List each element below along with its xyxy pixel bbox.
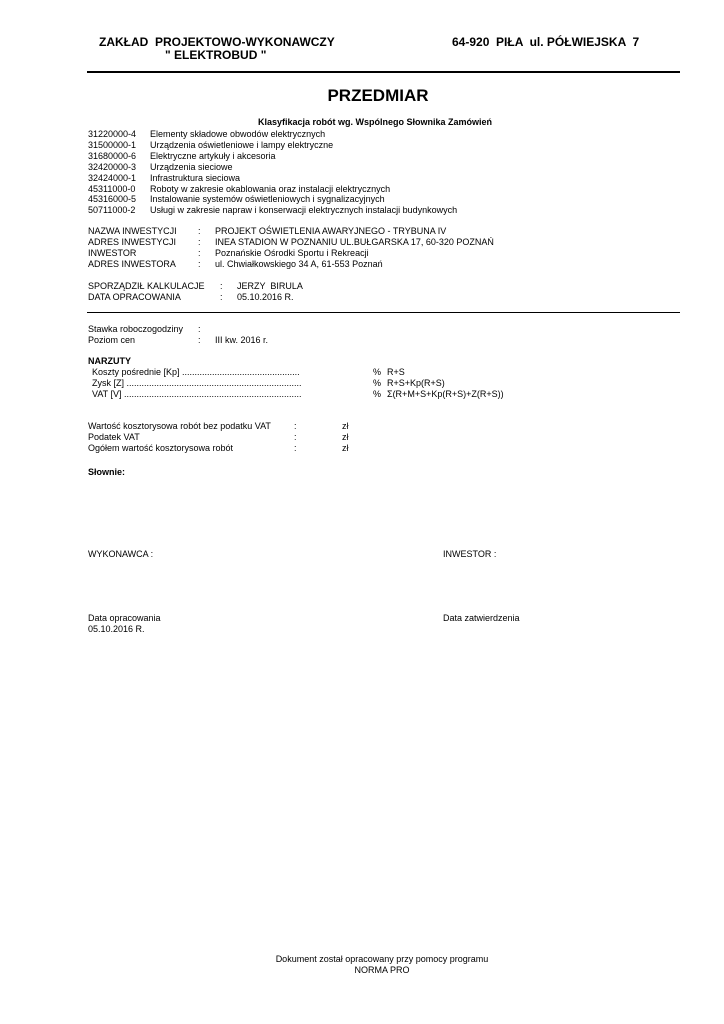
- prep-date-label: Data opracowania: [88, 613, 161, 623]
- percent-sign: %: [373, 367, 382, 377]
- detail-value: JERZY BIRULA: [237, 281, 303, 291]
- cost-separator: :: [294, 442, 297, 453]
- cpv-description: Infrastruktura sieciowa: [150, 172, 241, 183]
- detail-label: ADRES INWESTYCJI: [88, 236, 177, 247]
- detail-value: INEA STADION W POZNANIU UL.BUŁGARSKA 17, 60-320 POZNAŃ: [215, 236, 494, 247]
- company-name: ZAKŁAD PROJEKTOWO-WYKONAWCZY: [99, 35, 335, 49]
- percent-sign: %: [373, 377, 382, 388]
- surcharges-heading: NARZUTY: [88, 356, 131, 366]
- detail-separator: :: [198, 226, 201, 236]
- currency-unit: zł: [342, 431, 349, 442]
- prep-date-value: 05.10.2016 R.: [88, 624, 145, 634]
- words-label: Słownie:: [88, 467, 126, 477]
- cost-label: Ogółem wartość kosztorysowa robót: [88, 442, 234, 453]
- company-subname: " ELEKTROBUD ": [165, 48, 267, 62]
- cost-separator: :: [294, 431, 297, 442]
- company-address: 64-920 PIŁA ul. PÓŁWIEJSKA 7: [452, 35, 640, 49]
- detail-separator: :: [198, 324, 201, 334]
- detail-label: NAZWA INWESTYCJI: [88, 226, 177, 236]
- surcharge-label: Koszty pośrednie [Kp] ...............................................: [92, 367, 300, 377]
- cpv-code: 31680000-6: [88, 150, 137, 161]
- cost-separator: :: [294, 421, 297, 431]
- page-title: PRZEDMIAR: [327, 86, 429, 105]
- detail-separator: :: [220, 291, 223, 302]
- cpv-description: Usługi w zakresie napraw i konserwacji elektrycznych instalacji budynkowych: [150, 205, 458, 216]
- detail-separator: :: [198, 247, 201, 258]
- surcharge-label: Zysk [Z] ......................................................................: [92, 377, 302, 388]
- cpv-code: 45311000-0: [88, 183, 136, 194]
- detail-separator: :: [198, 334, 201, 345]
- contractor-label: WYKONAWCA :: [88, 549, 154, 559]
- detail-label: INWESTOR: [88, 247, 137, 258]
- detail-separator: :: [198, 258, 201, 269]
- cpv-description: Roboty w zakresie okablowania oraz instalacji elektrycznych: [150, 183, 391, 194]
- detail-value: III kw. 2016 r.: [215, 334, 269, 345]
- cpv-description: Urządzenia oświetleniowe i lampy elektryczne: [150, 139, 334, 150]
- detail-value: PROJEKT OŚWIETLENIA AWARYJNEGO - TRYBUNA IV: [215, 226, 447, 236]
- header-divider: [87, 71, 680, 73]
- surcharge-label: VAT [V] .......................................................................: [92, 388, 302, 399]
- cpv-code: 32424000-1: [88, 172, 137, 183]
- cost-label: Podatek VAT: [88, 431, 140, 442]
- currency-unit: zł: [342, 421, 349, 431]
- cpv-code: 31500000-1: [88, 139, 137, 150]
- detail-label: SPORZĄDZIŁ KALKULACJE: [88, 281, 205, 291]
- investor-label: INWESTOR :: [443, 549, 497, 559]
- percent-sign: %: [373, 388, 382, 399]
- cpv-code: 50711000-2: [88, 205, 136, 216]
- approval-date-label: Data zatwierdzenia: [443, 613, 520, 623]
- detail-value: ul. Chwiałkowskiego 34 A, 61-553 Poznań: [215, 258, 383, 269]
- section-divider: [87, 312, 680, 313]
- cpv-description: Instalowanie systemów oświetleniowych i sygnalizacyjnych: [150, 194, 385, 205]
- surcharge-formula: Σ(R+M+S+Kp(R+S)+Z(R+S)): [387, 388, 504, 399]
- surcharge-formula: R+S+Kp(R+S): [387, 377, 445, 388]
- detail-value: 05.10.2016 R.: [237, 291, 294, 302]
- cpv-description: Elektryczne artykuły i akcesoria: [150, 150, 276, 161]
- cpv-description: Elementy składowe obwodów elektrycznych: [150, 129, 326, 139]
- cost-label: Wartość kosztorysowa robót bez podatku VAT: [88, 421, 271, 431]
- detail-separator: :: [198, 236, 201, 247]
- footer-line1: Dokument został opracowany przy pomocy programu: [275, 954, 489, 964]
- detail-value: Poznańskie Ośrodki Sportu i Rekreacji: [215, 247, 369, 258]
- cpv-description: Urządzenia sieciowe: [150, 161, 233, 172]
- footer-line2: NORMA PRO: [354, 965, 410, 975]
- detail-label: Poziom cen: [88, 334, 136, 345]
- detail-label: ADRES INWESTORA: [88, 258, 176, 269]
- detail-label: DATA OPRACOWANIA: [88, 291, 181, 302]
- cpv-code: 32420000-3: [88, 161, 137, 172]
- cpv-code: 31220000-4: [88, 129, 137, 139]
- cpv-code: 45316000-5: [88, 194, 137, 205]
- classification-heading: Klasyfikacja robót wg. Wspólnego Słownika Zamówień: [258, 117, 493, 127]
- detail-label: Stawka roboczogodziny: [88, 324, 184, 334]
- surcharge-formula: R+S: [387, 367, 405, 377]
- detail-separator: :: [220, 281, 223, 291]
- currency-unit: zł: [342, 442, 349, 453]
